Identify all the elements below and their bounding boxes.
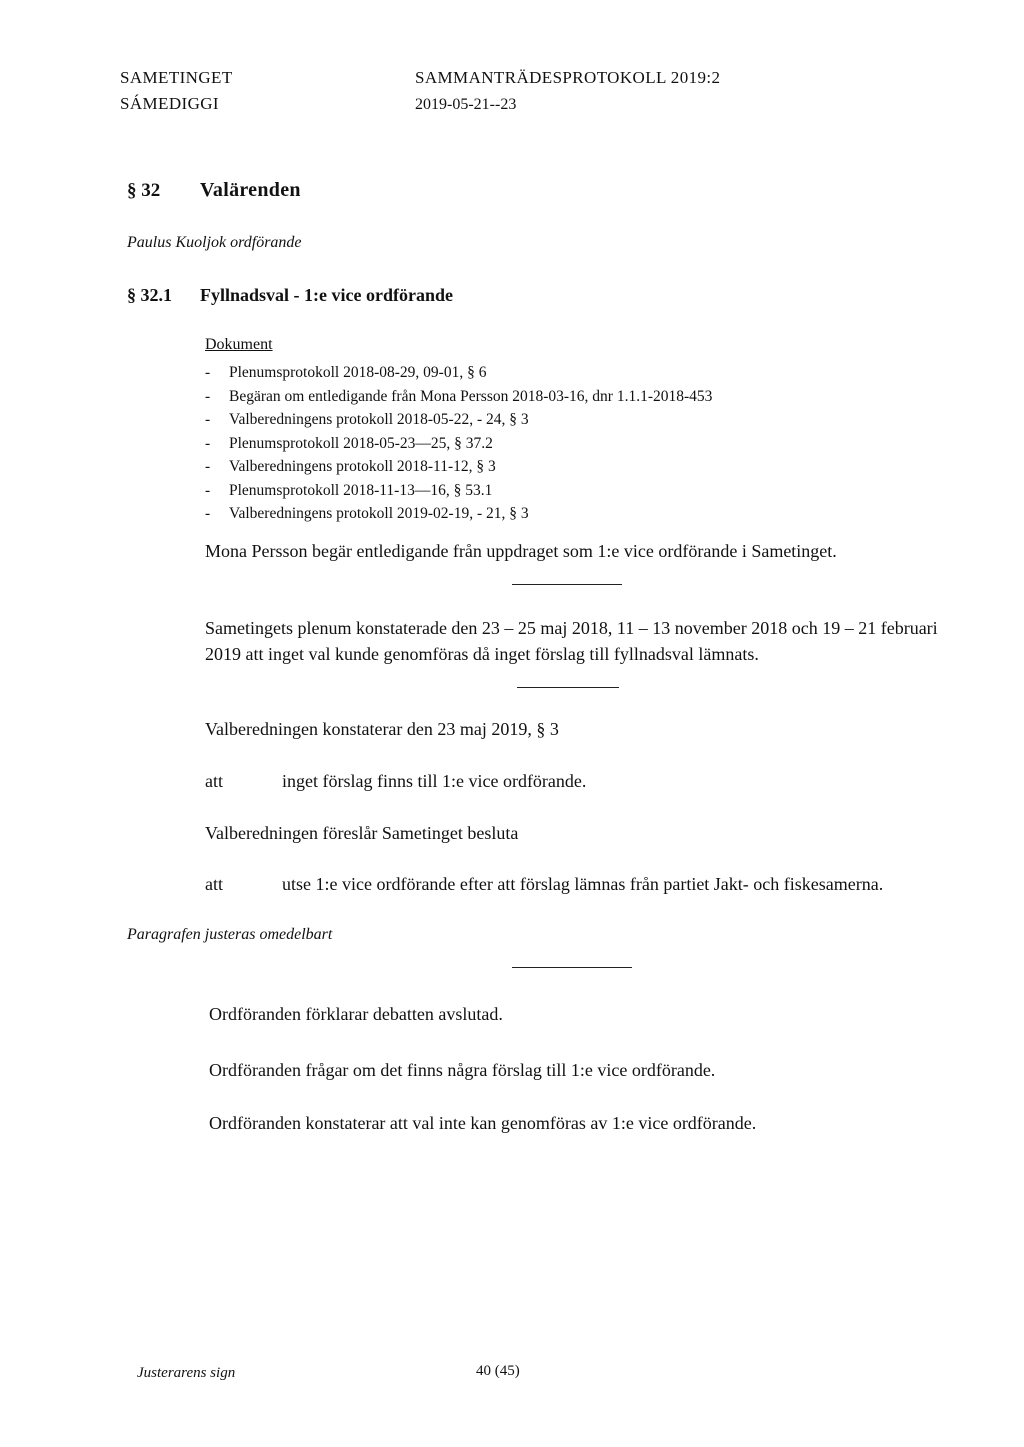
section-title: Valärenden — [200, 179, 301, 201]
document-item-text: Valberedningens protokoll 2018-05-22, - 24, § 3 — [229, 411, 529, 428]
page-number: 40 (45) — [476, 1363, 520, 1379]
list-dash: - — [205, 458, 211, 475]
signature-label: Justerarens sign — [137, 1365, 236, 1381]
org-name-swedish: SAMETINGET — [120, 68, 233, 87]
document-item — [205, 408, 712, 432]
att-label: att — [205, 874, 223, 894]
list-dash: - — [205, 481, 211, 499]
subsection-number: § 32.1 — [127, 285, 172, 305]
committee-proposal-intro-text: Valberedningen föreslår Sametinget besluta — [205, 823, 519, 843]
committee-statement-text: Valberedningen konstaterar den 23 maj 2019, § 3 — [205, 719, 559, 739]
committee-proposal-text: utse 1:e vice ordförande efter att förslag lämnas från partiet Jakt- och fiskesamerna. — [282, 874, 884, 894]
document-item-text: Plenumsprotokoll 2018-08-29, 09-01, § 6 — [229, 364, 487, 381]
divider — [512, 584, 622, 585]
document-item — [205, 502, 712, 526]
section-chair: Paulus Kuoljok ordförande — [127, 234, 302, 251]
document-item-text: Plenumsprotokoll 2018-11-13—16, § 53.1 — [229, 481, 493, 499]
subsection-title: Fyllnadsval - 1:e vice ordförande — [200, 285, 453, 305]
protocol-title: SAMMANTRÄDESPROTOKOLL 2019:2 — [415, 68, 721, 87]
list-dash: - — [205, 434, 211, 452]
document-item-text: Valberedningens protokoll 2019-02-19, - 21, § 3 — [229, 505, 529, 522]
committee-finding-text: inget förslag finns till 1:e vice ordförande. — [282, 771, 587, 791]
document-item — [205, 432, 712, 456]
document-item — [205, 361, 712, 385]
resignation-text: Mona Persson begär entledigande från uppdraget som 1:e vice ordförande i Sametinget. — [205, 541, 837, 561]
document-item — [205, 479, 712, 503]
divider — [517, 687, 619, 688]
document-item — [205, 385, 712, 409]
plenum-note-text: Sametingets plenum konstaterade den 23 – 25 maj 2018, 11 – 13 november 2018 och 19 – 21 februari 2019 att inget val kunde genomföras då inget förslag till fyllnadsval lämnats. — [205, 618, 938, 664]
chair-question-text: Ordföranden frågar om det finns några förslag till 1:e vice ordförande. — [209, 1060, 716, 1080]
document-item — [205, 455, 712, 479]
org-name-sami: SÁMEDIGGI — [120, 94, 219, 113]
list-dash: - — [205, 364, 211, 381]
att-label: att — [205, 771, 223, 791]
document-item-text: Plenumsprotokoll 2018-05-23—25, § 37.2 — [229, 434, 493, 452]
document-item-text: Valberedningens protokoll 2018-11-12, § 3 — [229, 458, 496, 475]
documents-heading: Dokument — [205, 336, 273, 353]
documents-list — [205, 361, 712, 526]
list-dash: - — [205, 505, 211, 522]
paragraph-note: Paragrafen justeras omedelbart — [127, 926, 333, 943]
list-dash: - — [205, 411, 211, 428]
divider — [512, 967, 632, 968]
section-number: § 32 — [127, 180, 161, 201]
chair-closing-text: Ordföranden förklarar debatten avslutad. — [209, 1004, 503, 1024]
document-item-text: Begäran om entledigande från Mona Persson 2018-03-16, dnr 1.1.1-2018-453 — [229, 387, 713, 405]
protocol-date: 2019-05-21--23 — [415, 96, 517, 113]
chair-conclusion-text: Ordföranden konstaterar att val inte kan genomföras av 1:e vice ordförande. — [209, 1113, 757, 1133]
list-dash: - — [205, 387, 211, 405]
